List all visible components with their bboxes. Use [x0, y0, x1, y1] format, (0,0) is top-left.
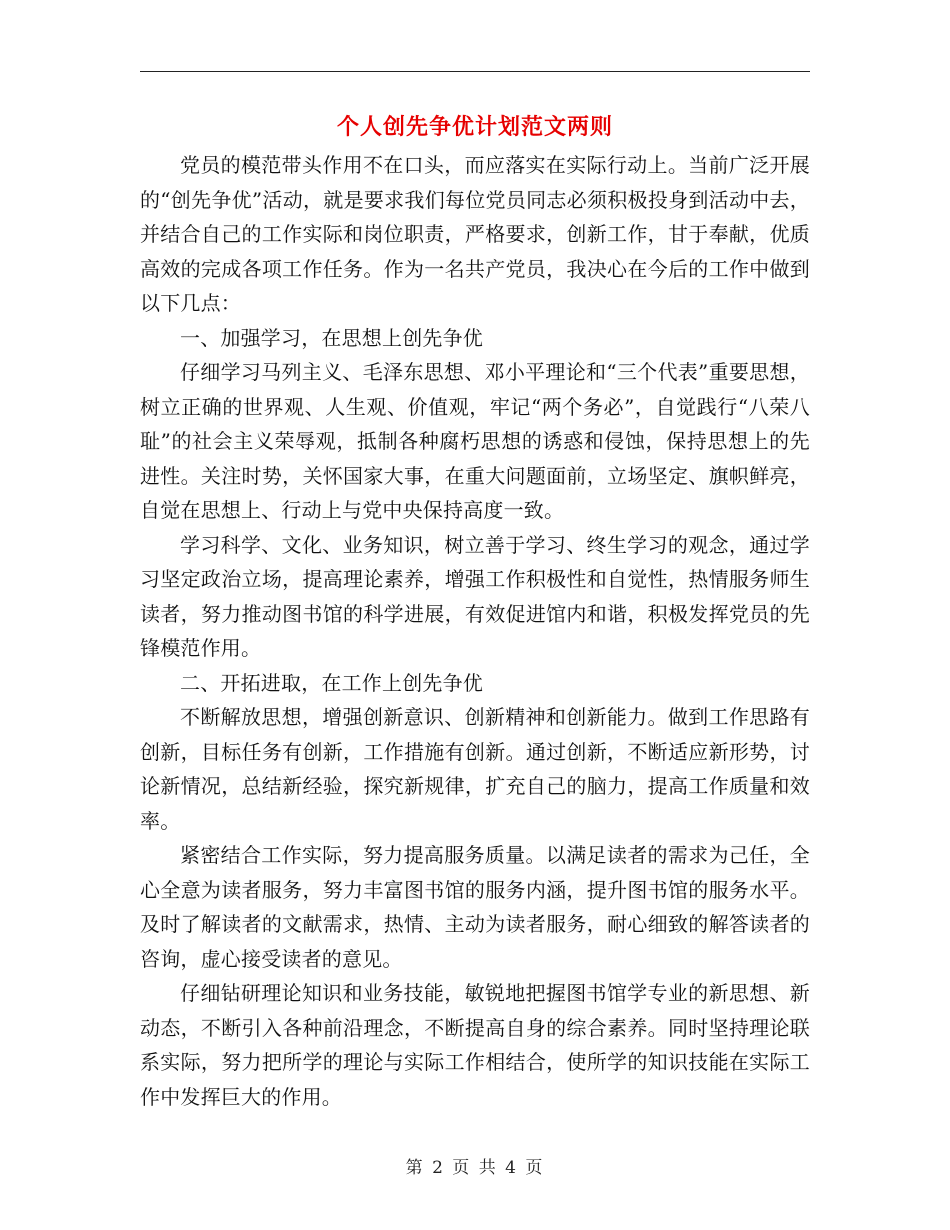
body-paragraph: 仔细学习马列主义、毛泽东思想、邓小平理论和“三个代表”重要思想，树立正确的世界观、人生观、价值观，牢记“两个务必”，自觉践行“八荣八耻”的社会主义荣辱观，抵制各种腐朽思想的诱惑和侵蚀，保持思想上的先进性。关注时势，关怀国家大事，在重大问题面前，立场坚定、旗帜鲜亮，自觉在思想上、行动上与党中央保持高度一致。 — [140, 360, 810, 522]
header-rule — [140, 71, 810, 72]
document-body — [140, 148, 810, 1114]
section-heading-work: 二、开拓进取，在工作上创先争优 — [180, 670, 483, 695]
body-paragraph: 仔细钻研理论知识和业务技能，敏锐地把握图书馆学专业的新思想、新动态，不断引入各种前沿理念，不断提高自身的综合素养。同时坚持理论联系实际，努力把所学的理论与实际工作相结合，使所学的知识技能在实际工作中发挥巨大的作用。 — [140, 981, 810, 1109]
document-title: 个人创先争优计划范文两则 — [336, 114, 613, 140]
section-heading-study: 一、加强学习，在思想上创先争优 — [180, 325, 483, 350]
body-paragraph: 学习科学、文化、业务知识，树立善于学习、终生学习的观念，通过学习坚定政治立场，提高理论素养，增强工作积极性和自觉性，热情服务师生读者，努力推动图书馆的科学进展，有效促进馆内和谐，积极发挥党员的先锋模范作用。 — [140, 532, 810, 660]
page-number: 第 2 页 共 4 页 — [405, 1158, 545, 1178]
body-paragraph: 不断解放思想，增强创新意识、创新精神和创新能力。做到工作思路有创新，目标任务有创新，工作措施有创新。通过创新，不断适应新形势，讨论新情况，总结新经验，探究新规律，扩充自己的脑力，提高工作质量和效率。 — [140, 705, 810, 833]
body-paragraph: 紧密结合工作实际，努力提高服务质量。以满足读者的需求为己任，全心全意为读者服务，努力丰富图书馆的服务内涵，提升图书馆的服务水平。及时了解读者的文献需求，热情、主动为读者服务，耐心细致的解答读者的咨询，虚心接受读者的意见。 — [140, 843, 810, 971]
intro-paragraph: 党员的模范带头作用不在口头，而应落实在实际行动上。当前广泛开展的“创先争优”活动，就是要求我们每位党员同志必须积极投身到活动中去，并结合自己的工作实际和岗位职责，严格要求，创新工作，甘于奉献，优质高效的完成各项工作任务。作为一名共产党员，我决心在今后的工作中做到以下几点： — [140, 153, 810, 315]
